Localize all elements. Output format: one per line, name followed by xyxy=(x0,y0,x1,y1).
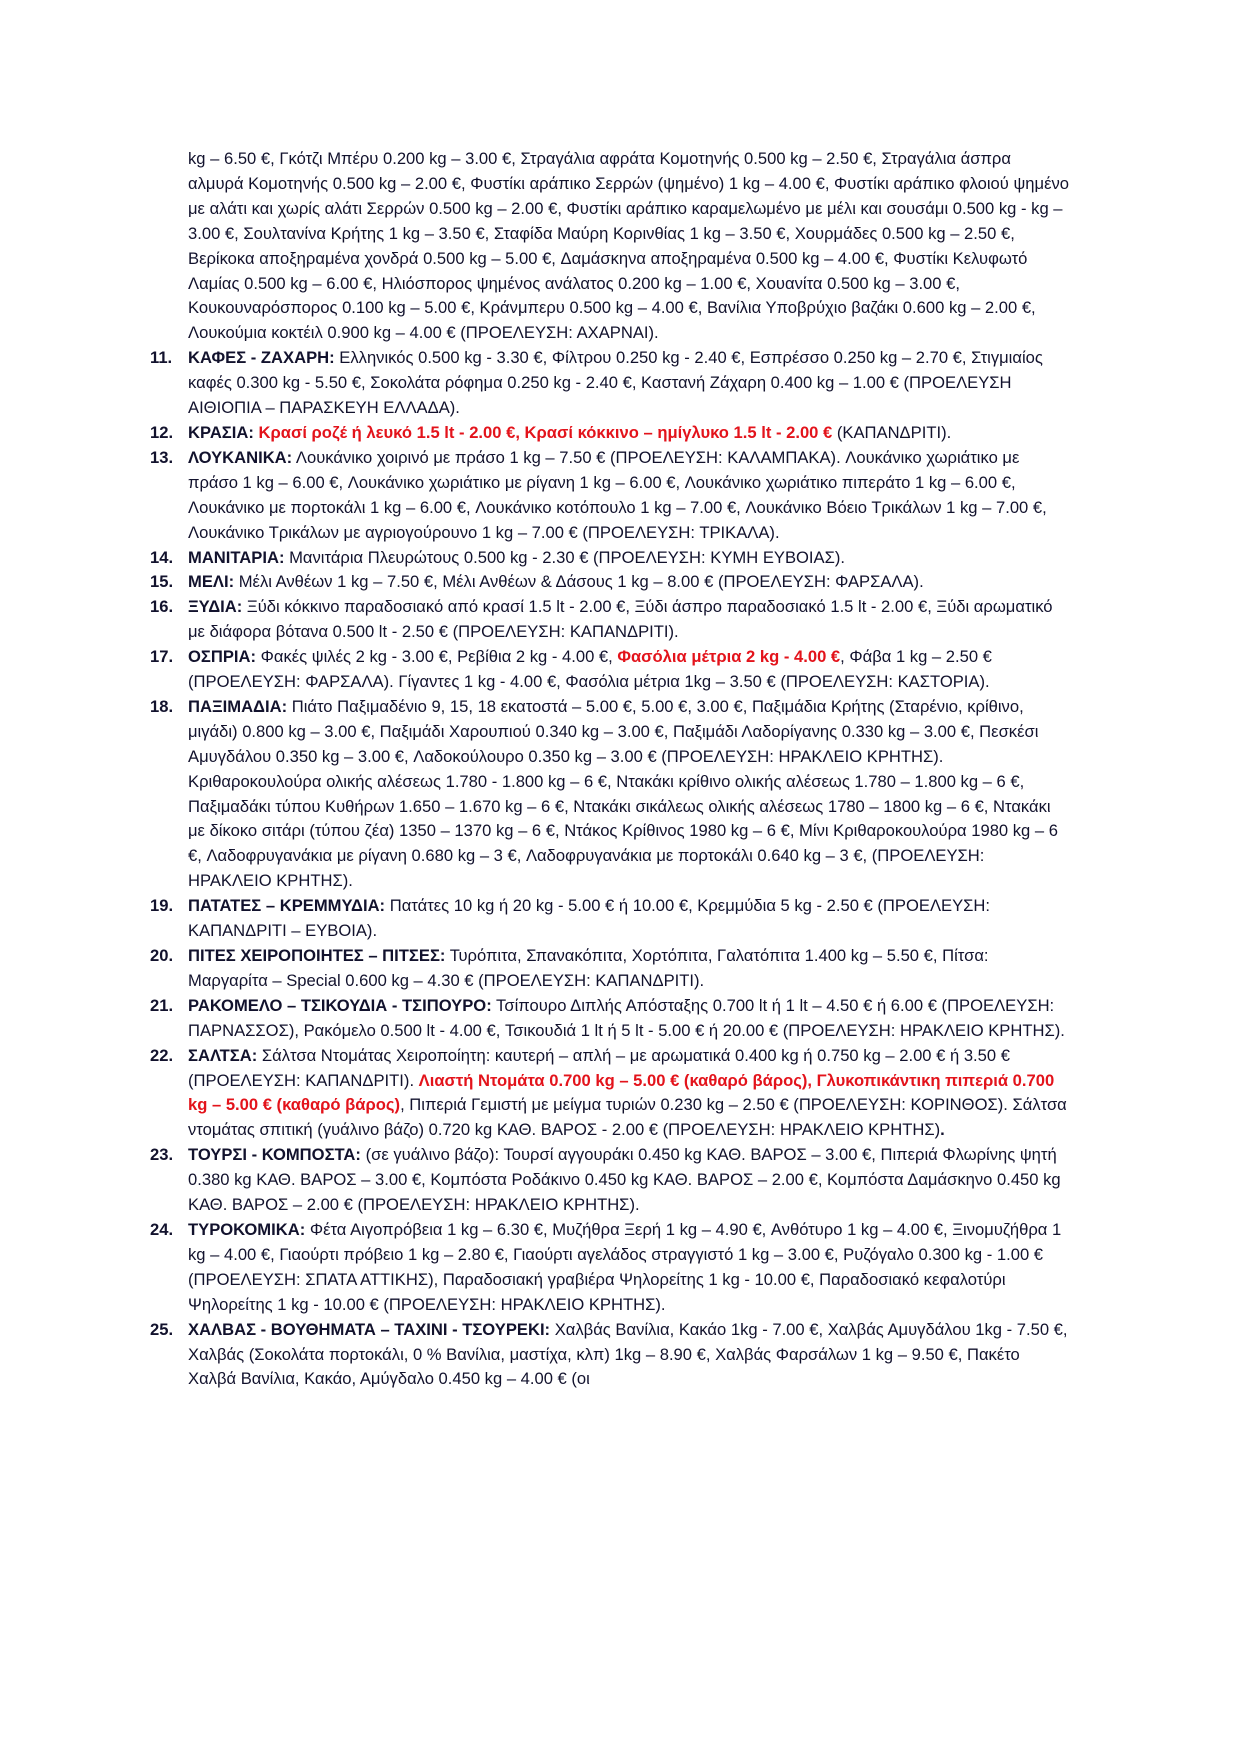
item-18-continuation-text: Κριθαροκουλούρα ολικής αλέσεως 1.780 - 1.800 kg – 6 €, Ντακάκι κρίθινο ολικής αλέσεως 1.780 – 1.800 kg – 6 €, Παξιμαδάκι τύπου Κυθήρων 1.650 – 1.670 kg – 6 €, Ντακάκι σικάλεως ολικής αλέσεως 1780 – 1800 kg – 6 €, Ντακάκι με δίκοκο σιτάρι (τύπου ζέα) 1350 – 1370 kg – 6 €, Ντάκος Κρίθινος 1980 kg – 6 €, Μίνι Κριθαροκουλούρα 1980 kg – 6 €, Λαδοφρυγανάκια με ρίγανη 0.680 kg – 3 €, Λαδοφρυγανάκια με πορτοκάλι 0.640 kg – 3 €, (ΠΡΟΕΛΕΥΣΗ: ΗΡΑΚΛΕΙΟ ΚΡΗΤΗΣ). xyxy=(188,771,1058,891)
item-text: Μέλι Ανθέων 1 kg – 7.50 €, Μέλι Ανθέων & Δάσους 1 kg – 8.00 € (ΠΡΟΕΛΕΥΣΗ: ΦΑΡΣΑΛΑ). xyxy=(234,572,924,592)
item-text: Πιάτο Παξιμαδένιο 9, 15, 18 εκατοστά – 5.00 €, 5.00 €, 3.00 €, Παξιμάδια Κρήτης (Σταρένιο, κρίθινο, μιγάδι) 0.800 kg – 3.00 €, Παξιμάδι Χαρουπιού 0.340 kg – 3.00 €, Παξιμάδι Λαδορίγανης 0.330 kg – 3.00 €, Πεσκέσι Αμυγδάλου 0.350 kg – 3.00 €, Λαδοκούλουρο 0.350 kg – 3.00 € (ΠΡΟΕΛΕΥΣΗ: ΗΡΑΚΛΕΙΟ ΚΡΗΤΗΣ). xyxy=(188,696,1039,766)
category-heading: . xyxy=(940,1120,945,1140)
item-number: 11. xyxy=(150,348,173,368)
list-item xyxy=(150,645,1070,695)
item-number: 24. xyxy=(150,1219,174,1239)
list-item xyxy=(150,546,1070,571)
document-body xyxy=(150,147,1070,1392)
item-text: Τυρόπιτα, Σπανακόπιτα, Χορτόπιτα, Γαλατόπιτα 1.400 kg – 5.50 €, Πίτσα: Μαργαρίτα – Special 0.600 kg – 4.30 € (ΠΡΟΕΛΕΥΣΗ: ΚΑΠΑΝΔΡΙΤΙ). xyxy=(188,946,989,990)
list-item xyxy=(150,570,1070,595)
category-heading: ΛΟΥΚΑΝΙΚΑ: xyxy=(188,447,293,467)
highlighted-text: Φασόλια μέτρια 2 kg - 4.00 € xyxy=(617,647,841,667)
list-item xyxy=(150,346,1070,421)
item-text: Σάλτσα Ντομάτας Χειροποίητη: καυτερή – απλή – με αρωματικά 0.400 kg ή 0.750 kg – 2.00 € ή 3.50 € (ΠΡΟΕΛΕΥΣΗ: ΚΑΠΑΝΔΡΙΤΙ). xyxy=(188,1045,1010,1090)
category-heading: ΡΑΚΟΜΕΛΟ – ΤΣΙΚΟΥΔΙΑ - ΤΣΙΠΟΥΡΟ: xyxy=(188,995,492,1015)
category-heading: ΠΙΤΕΣ ΧΕΙΡΟΠΟΙΗΤΕΣ – ΠΙΤΣΕΣ: xyxy=(188,946,446,965)
product-list-continued xyxy=(150,894,1070,1392)
category-heading: ΠΑΞΙΜΑΔΙΑ: xyxy=(188,696,288,716)
category-heading: ΜΑΝΙΤΑΡΙΑ: xyxy=(188,547,285,567)
highlighted-text: Λιαστή Ντομάτα 0.700 kg – 5.00 € (καθαρό βάρος), Γλυκοπικάντικη πιπεριά 0.700 kg – 5.00 € (καθαρό βάρος) xyxy=(188,1070,1055,1115)
intro-text: kg – 6.50 €, Γκότζι Μπέρυ 0.200 kg – 3.00 €, Στραγάλια αφράτα Κομοτηνής 0.500 kg – 2.50 €, Στραγάλια άσπρα αλμυρά Κομοτηνής 0.500 kg – 2.00 €, Φυστίκι αράπικο Σερρών (ψημένο) 1 kg – 4.00 €, Φυστίκι αράπικο φλοιού ψημένο με αλάτι και χωρίς αλάτι Σερρών 0.500 kg – 2.00 €, Φυστίκι αράπικο καραμελωμένο με μέλι και σουσάμι 0.500 kg - kg – 3.00 €, Σουλτανίνα Κρήτης 1 kg – 3.50 €, Σταφίδα Μαύρη Κορινθίας 1 kg – 3.50 €, Χουρμάδες 0.500 kg – 2.50 €, Βερίκοκα αποξηραμένα χονδρά 0.500 kg – 5.00 €, Δαμάσκηνα αποξηραμένα 0.500 kg – 4.00 €, Φυστίκι Κελυφωτό Λαμίας 0.500 kg – 6.00 €, Ηλιόσπορος ψημένος ανάλατος 0.200 kg – 1.00 €, Χουανίτα 0.500 kg – 3.00 €, Κουκουναρόσπορος 0.100 kg – 5.00 €, Κράνμπερυ 0.500 kg – 4.00 €, Βανίλια Υποβρύχιο βαζάκι 0.600 kg – 2.00 €, Λουκούμια κοκτέιλ 0.900 kg – 4.00 € (ΠΡΟΕΛΕΥΣΗ: ΑΧΑΡΝΑΙ). xyxy=(188,149,1069,343)
category-heading: ΜΕΛΙ: xyxy=(188,572,235,592)
intro-paragraph xyxy=(150,147,1070,346)
category-heading: ΞΥΔΙΑ: xyxy=(188,597,243,617)
item-text: Λουκάνικο χοιρινό με πράσο 1 kg – 7.50 € (ΠΡΟΕΛΕΥΣΗ: ΚΑΛΑΜΠΑΚΑ). Λουκάνικο χωριάτικο με πράσο 1 kg – 6.00 €, Λουκάνικο χωριάτικο με ρίγανη 1 kg – 6.00 €, Λουκάνικο χωριάτικο πιπεράτο 1 kg – 6.00 €, Λουκάνικο με πορτοκάλι 1 kg – 6.00 €, Λουκάνικο κοτόπουλο 1 kg – 7.00 €, Λουκάνικο Βόειο Τρικάλων 1 kg – 7.00 €, Λουκάνικο Τρικάλων με αγριογούρουνο 1 kg – 7.00 € (ΠΡΟΕΛΕΥΣΗ: ΤΡΙΚΑΛΑ). xyxy=(188,447,1047,542)
item-text: Τσίπουρο Διπλής Απόσταξης 0.700 lt ή 1 lt – 4.50 € ή 6.00 € (ΠΡΟΕΛΕΥΣΗ: ΠΑΡΝΑΣΣΟΣ), Ρακόμελο 0.500 lt - 4.00 €, Τσικουδιά 1 lt ή 5 lt - 5.00 € ή 20.00 € (ΠΡΟΕΛΕΥΣΗ: ΗΡΑΚΛΕΙΟ ΚΡΗΤΗΣ). xyxy=(188,995,1065,1040)
category-heading: ΟΣΠΡΙΑ: xyxy=(188,647,257,667)
item-number: 23. xyxy=(150,1145,174,1165)
item-text: , Πιπεριά Γεμιστή με μείγμα τυριών 0.230 kg – 2.50 € (ΠΡΟΕΛΕΥΣΗ: ΚΟΡΙΝΘΟΣ). Σάλτσα ντομάτας σπιτική (γυάλινο βάζο) 0.720 kg ΚΑΘ. ΒΑΡΟΣ - 2.00 € (ΠΡΟΕΛΕΥΣΗ: ΗΡΑΚΛΕΙΟ ΚΡΗΤΗΣ) xyxy=(188,1095,1067,1140)
list-item xyxy=(150,446,1070,546)
item-text: Ξύδι κόκκινο παραδοσιακό από κρασί 1.5 lt - 2.00 €, Ξύδι άσπρο παραδοσιακό 1.5 lt - 2.00 €, Ξύδι αρωματικό με διάφορα βότανα 0.500 lt - 2.50 € (ΠΡΟΕΛΕΥΣΗ: ΚΑΠΑΝΔΡΙΤΙ). xyxy=(188,597,1053,642)
category-heading: ΣΑΛΤΣΑ: xyxy=(188,1045,258,1065)
item-number: 13. xyxy=(150,447,174,467)
item-text: Πατάτες 10 kg ή 20 kg - 5.00 € ή 10.00 €, Κρεμμύδια 5 kg - 2.50 € (ΠΡΟΕΛΕΥΣΗ: ΚΑΠΑΝΔΡΙΤΙ – ΕΥΒΟΙΑ). xyxy=(188,896,991,941)
item-text: Χαλβάς Βανίλια, Κακάο 1kg - 7.00 €, Χαλβάς Αμυγδάλου 1kg - 7.50 €, Χαλβάς (Σοκολάτα πορτοκάλι, 0 % Βανίλια, μαστίχα, κλπ) 1kg – 8.90 €, Χαλβάς Φαρσάλων 1 kg – 9.50 €, Πακέτο Χαλβά Βανίλια, Κακάο, Αμύγδαλο 0.450 kg – 4.00 € (οι xyxy=(188,1319,1068,1389)
category-heading: ΤΟΥΡΣΙ - ΚΟΜΠΟΣΤΑ: xyxy=(188,1145,361,1165)
list-item xyxy=(150,1044,1070,1144)
item-text: , Φάβα 1 kg – 2.50 € (ΠΡΟΕΛΕΥΣΗ: ΦΑΡΣΑΛΑ). Γίγαντες 1 kg - 4.00 €, Φασόλια μέτρια 1kg – 3.50 € (ΠΡΟΕΛΕΥΣΗ: ΚΑΣΤΟΡΙΑ). xyxy=(188,647,992,692)
item-number: 16. xyxy=(150,597,174,617)
list-item xyxy=(150,421,1070,446)
list-item xyxy=(150,1143,1070,1218)
item-text: Φακές ψιλές 2 kg - 3.00 €, Ρεβίθια 2 kg - 4.00 €, xyxy=(256,647,618,667)
list-item xyxy=(150,1318,1070,1393)
item-text: Φέτα Αιγοπρόβεια 1 kg – 6.30 €, Μυζήθρα Ξερή 1 kg – 4.90 €, Ανθότυρο 1 kg – 4.00 €, Ξινομυζήθρα 1 kg – 4.00 €, Γιαούρτι πρόβειο 1 kg – 2.80 €, Γιαούρτι αγελάδος στραγγιστό 1 kg – 3.00 €, Ρυζόγαλο 0.300 kg - 1.00 € (ΠΡΟΕΛΕΥΣΗ: ΣΠΑΤΑ ΑΤΤΙΚΗΣ), Παραδοσιακή γραβιέρα Ψηλορείτης 1 kg - 10.00 €, Παραδοσιακό κεφαλοτύρι Ψηλορείτης 1 kg - 10.00 € (ΠΡΟΕΛΕΥΣΗ: ΗΡΑΚΛΕΙΟ ΚΡΗΤΗΣ). xyxy=(188,1219,1062,1314)
item-18-continuation xyxy=(150,770,1070,895)
category-heading: ΤΥΡΟΚΟΜΙΚΑ: xyxy=(188,1219,306,1239)
item-number: 25. xyxy=(150,1319,174,1339)
item-text: (ΚΑΠΑΝΔΡΙΤΙ). xyxy=(832,422,952,442)
list-item xyxy=(150,695,1070,770)
item-number: 15. xyxy=(150,572,174,592)
item-number: 20. xyxy=(150,946,174,965)
list-item xyxy=(150,595,1070,645)
highlighted-text: Κρασί ροζέ ή λευκό 1.5 lt - 2.00 €, Κρασί κόκκινο – ημίγλυκο 1.5 lt - 2.00 € xyxy=(258,422,833,442)
item-number: 22. xyxy=(150,1045,174,1065)
list-item xyxy=(150,1218,1070,1318)
list-item xyxy=(150,944,1070,994)
list-item xyxy=(150,994,1070,1044)
item-text: Ελληνικός 0.500 kg - 3.30 €, Φίλτρου 0.250 kg - 2.40 €, Εσπρέσσο 0.250 kg – 2.70 €, Στιγμιαίος καφές 0.300 kg - 5.50 €, Σοκολάτα ρόφημα 0.250 kg - 2.40 €, Καστανή Ζάχαρη 0.400 kg – 1.00 € (ΠΡΟΕΛΕΥΣΗ ΑΙΘΙΟΠΙΑ – ΠΑΡΑΣΚΕΥΗ ΕΛΛΑΔΑ). xyxy=(188,348,1043,418)
category-heading: ΠΑΤΑΤΕΣ – ΚΡΕΜΜΥΔΙΑ: xyxy=(188,896,386,916)
category-heading: ΚΡΑΣΙΑ: xyxy=(188,422,254,442)
item-number: 14. xyxy=(150,547,174,567)
item-number: 17. xyxy=(150,647,174,667)
item-number: 12. xyxy=(150,422,174,442)
list-item xyxy=(150,894,1070,944)
item-number: 19. xyxy=(150,896,174,916)
category-heading: ΧΑΛΒΑΣ - ΒΟΥΘΗΜΑΤΑ – ΤΑΧΙΝΙ - ΤΣΟΥΡΕΚΙ: xyxy=(188,1319,551,1339)
product-list xyxy=(150,346,1070,769)
item-number: 18. xyxy=(150,696,174,716)
category-heading: ΚΑΦΕΣ - ΖΑΧΑΡΗ: xyxy=(188,348,335,368)
item-text: (σε γυάλινο βάζο): Τουρσί αγγουράκι 0.450 kg ΚΑΘ. ΒΑΡΟΣ – 3.00 €, Πιπεριά Φλωρίνης ψητή 0.380 kg ΚΑΘ. ΒΑΡΟΣ – 3.00 €, Κομπόστα Ροδάκινο 0.450 kg ΚΑΘ. ΒΑΡΟΣ – 2.00 €, Κομπόστα Δαμάσκηνο 0.450 kg ΚΑΘ. ΒΑΡΟΣ – 2.00 € (ΠΡΟΕΛΕΥΣΗ: ΗΡΑΚΛΕΙΟ ΚΡΗΤΗΣ). xyxy=(188,1145,1061,1215)
item-text: Μανιτάρια Πλευρώτους 0.500 kg - 2.30 € (ΠΡΟΕΛΕΥΣΗ: ΚΥΜΗ ΕΥΒΟΙΑΣ). xyxy=(284,547,846,567)
item-number: 21. xyxy=(150,995,174,1015)
